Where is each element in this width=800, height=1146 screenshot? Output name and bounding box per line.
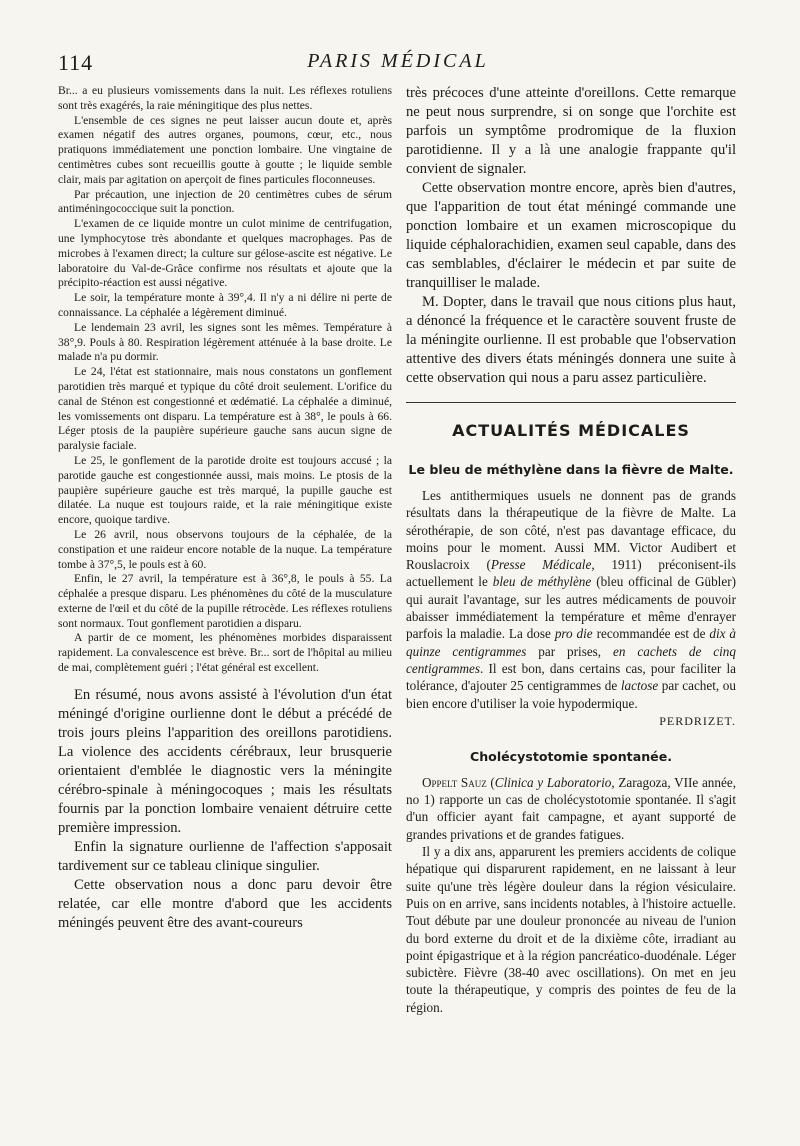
page-number: 114	[58, 50, 94, 75]
discussion-paragraph: Cette observation montre encore, après bien d'autres, que l'apparition de tout état méningé commande une ponction lombaire et un examen microscopique du liquide céphalorachidien, examen seul capable, dans des cas semblables, d'éclairer le médecin et par suite de tranquilliser le malade.	[406, 180, 736, 291]
case-paragraph: Br... a eu plusieurs vomissements dans la nuit. Les réflexes rotuliens sont très exagérés, la raie méningitique des plus nettes.	[58, 84, 392, 112]
article-title-malta: Le bleu de méthylène dans la fièvre de Malte.	[408, 462, 734, 477]
discussion-paragraph: Cette observation nous a donc paru devoir être relatée, car elle montre d'abord que les accidents méningés peuvent être des avant-coureurs	[58, 876, 392, 931]
case-paragraph: Le 24, l'état est stationnaire, mais nous constatons un gonflement parotidien très marqué et typique du côté droit seulement. L'orifice du canal de Sténon est congestionné et œdématié. La céphalée a diminué, les vomissements ont disparu. La température est à 38°, le pouls à 66. Léger ptosis de la paupière supérieure gauche sans aucun signe de paralysie faciale.	[58, 365, 392, 453]
article-paragraph: Il y a dix ans, apparurent les premiers accidents de colique hépatique qui disparurent rapidement, en ne laissant à leur suite qu'une très légère douleur dans la région vésiculaire. Puis on en arrive, sans incidents notables, à l'histoire actuelle. Tout débute par une douleur prononcée au niveau de l'union du bord externe du droit et de la dixième côte, irradiant au point épigastrique et à la région pancréatico-duodénale. Léger subictère. Fièvre (38-40 avec oscillations). On met en jeu toute la thérapeutique, y compris des pointes de feu de la région.	[406, 844, 736, 1015]
left-column	[58, 84, 392, 933]
discussion-paragraph: Enfin la signature ourlienne de l'affection s'apposait tardivement sur ce tableau clinique singulier.	[58, 838, 392, 874]
author-signature: PERDRIZET.	[659, 713, 736, 728]
case-paragraph: Le lendemain 23 avril, les signes sont les mêmes. Température à 38°,9. Pouls à 80. Respiration légèrement atténuée à la base droite. Le malade n'a pu dormir.	[58, 320, 392, 364]
case-paragraph: Par précaution, une injection de 20 centimètres cubes de sérum antiméningococcique suit la ponction.	[58, 187, 392, 216]
case-report	[58, 84, 392, 676]
page-header	[58, 50, 738, 78]
article-malta	[406, 487, 736, 712]
case-paragraph: Le 25, le gonflement de la parotide droite est toujours accusé ; la parotide gauche est congestionnée aussi, mais moins. Le ptosis de la paupière supérieure gauche est très marqué, la pupille gauche est dilatée. La nuque est toujours raide, et la raie méningitique existe encore, quoique tardive.	[58, 453, 392, 527]
section-divider	[406, 402, 736, 403]
case-paragraph: Enfin, le 27 avril, la température est à 36°,8, le pouls à 55. La céphalée a presque disparu. Les phénomènes du côté de la musculature externe de l'œil et du côté de la pupille rétrocède. Les réflexes rotuliens sont normaux. Tout gonflement parotidien a disparu.	[58, 572, 392, 630]
discussion-paragraph: M. Dopter, dans le travail que nous citions plus haut, a dénoncé la fréquence et le caractère souvent fruste de la méningite ourlienne. Il est probable que l'observation attentive des divers états méningés donnera une suite à cette observation qui nous a paru assez particulière.	[406, 294, 736, 386]
section-title: ACTUALITÉS MÉDICALES	[452, 421, 690, 440]
article-title-cholecystotomy: Cholécystotomie spontanée.	[469, 748, 673, 764]
case-paragraph: L'examen de ce liquide montre un culot minime de centrifugation, une lymphocytose très abondante et quelques macrophages. Pas de microbes à l'examen direct; la culture sur gélose-ascite est négative. Le laboratoire du Val-de-Grâce confirme nos résultats et ajoute que la précipito-réaction est aussi négative.	[58, 217, 392, 290]
journal-title: PARIS MÉDICAL	[307, 50, 489, 72]
discussion-paragraph: En résumé, nous avons assisté à l'évolution d'un état méningé d'origine ourlienne dont le début a précédé de trois jours pleins l'apparition des oreillons parotidiens. La violence des accidents cérébraux, leur brusquerie orientaient d'emblée le diagnostic vers la méningite cérébro-spinale à méningocoques ; mais les résultats fournis par la ponction lombaire venaient détruire cette première impression.	[58, 686, 392, 836]
case-paragraph: Le soir, la température monte à 39°,4. Il n'y a ni délire ni perte de connaissance. La céphalée a légèrement diminué.	[58, 291, 392, 319]
article-paragraph: Les antithermiques usuels ne donnent pas de grands résultats dans la thérapeutique de la fièvre de Malte. La sérothérapie, de son côté, n'est pas davantage efficace, du moins pour le moment. Aussi MM. Victor Audibert et Rouslacroix (Presse Médicale, 1911) préconisent-ils actuellement le bleu de méthylène (bleu officinal de Gübler) qui aurait l'avantage, sur les autres médicaments de pouvoir abaisser immédiatement la température et même d'enrayer parfois la maladie. La dose pro die recommandée est de dix à quinze centigrammes par prises, en cachets de cinq centigrammes. Il est bon, dans certains cas, pour faciliter la tolérance, d'ajouter 25 centigrammes de lactose par cachet, ou bien encore d'utiliser la voie hypodermique.	[406, 488, 737, 711]
article-cholecystotomy	[406, 774, 736, 1016]
case-paragraph: L'ensemble de ces signes ne peut laisser aucun doute et, après examen négatif des autres organes, poumons, cœur, etc., nous pratiquons immédiatement une ponction lombaire. Une vingtaine de centimètres cubes sont recueillis goutte à goutte ; le liquide semble clair, mais par agitation on aperçoit de fines particules floconneuses.	[58, 113, 392, 186]
discussion-paragraph: très précoces d'une atteinte d'oreillons. Cette remarque ne peut nous surprendre, si on songe que l'orchite est parfois un symptôme prodromique de la fluxion parotidienne. Il y a là une analogie frappante qu'il convient de signaler.	[406, 85, 736, 177]
right-column	[406, 84, 736, 1016]
case-paragraph: A partir de ce moment, les phénomènes morbides disparaissent rapidement. La convalescence est brève. Br... sort de l'hôpital au milieu de mai, complètement guéri ; l'état général est excellent.	[58, 631, 392, 675]
discussion-continued	[406, 84, 736, 388]
case-paragraph: Le 26 avril, nous observons toujours de la céphalée, de la constipation et une raideur encore notable de la nuque. La température tombe à 37°,5, le pouls est à 60.	[58, 527, 392, 571]
discussion	[58, 686, 392, 933]
article-paragraph: Oppelt Sauz (Clinica y Laboratorio, Zaragoza, VIIe année, no 1) rapporte un cas de cholécystotomie spontanée. Il s'agit d'un officier ayant fait campagne, et ayant supporté de grandes privations et de grandes fatigues.	[406, 774, 736, 842]
